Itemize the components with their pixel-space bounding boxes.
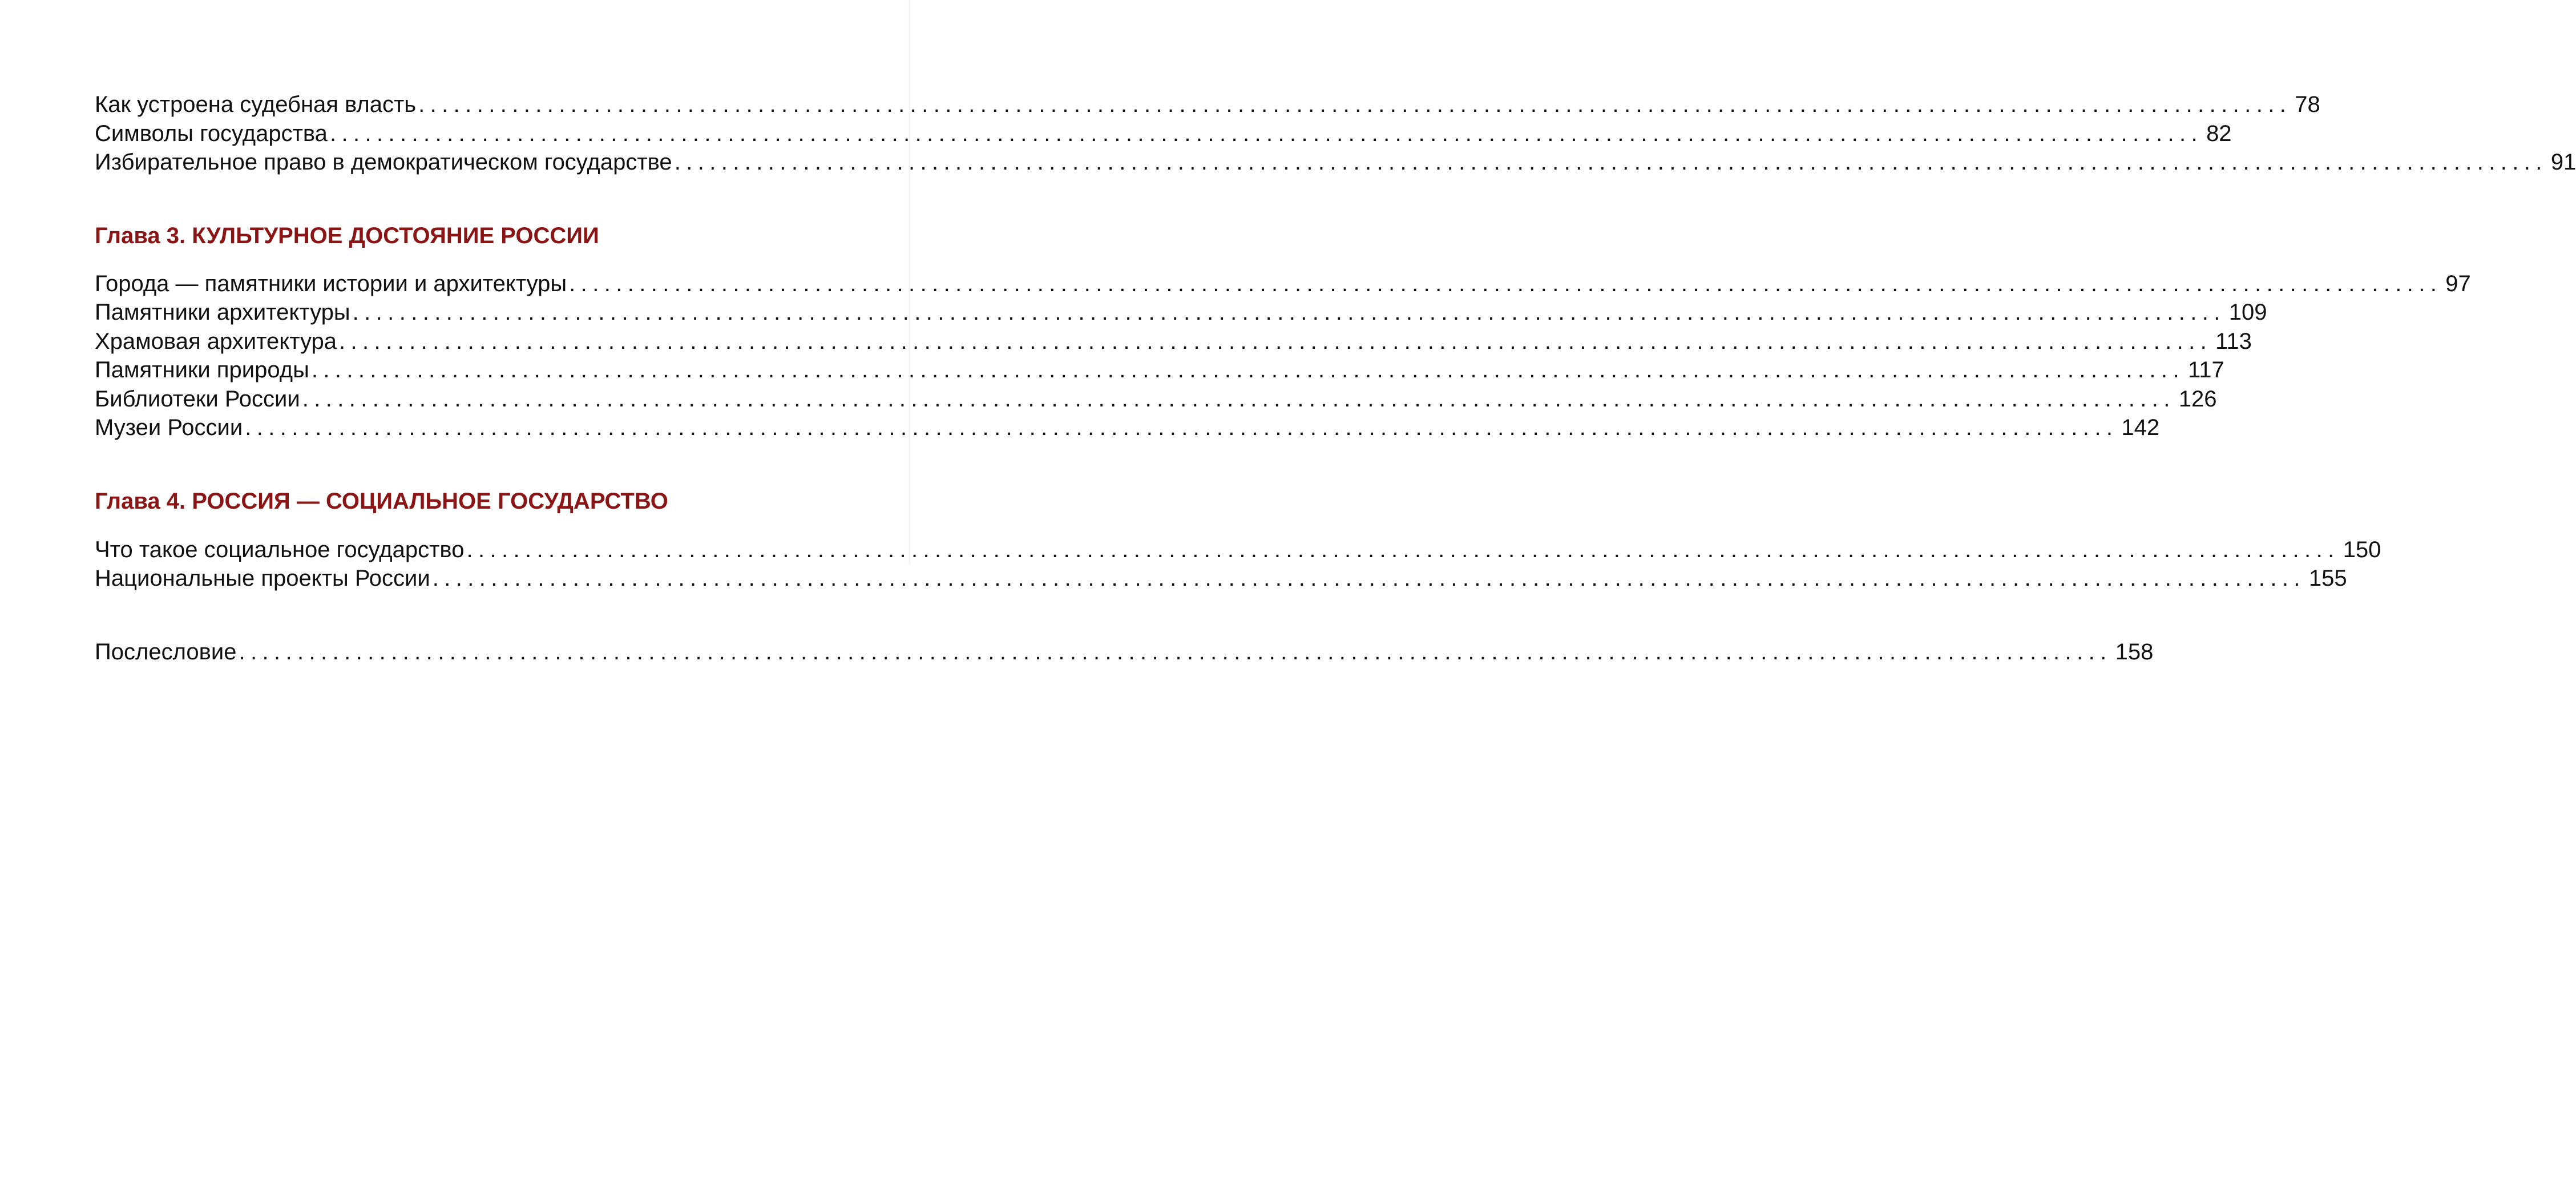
- toc-entry-page: 158: [2115, 639, 2154, 664]
- toc-entry-title: Библиотеки России: [95, 386, 300, 412]
- toc-leader-dots: ................................................................................................................................................................: [418, 92, 2292, 117]
- toc-entry-page: 150: [2343, 537, 2381, 562]
- toc-entry-afterword[interactable]: [95, 638, 2154, 667]
- toc-leader-dots: ................................................................................................................................................................: [674, 150, 2547, 175]
- toc-leader-dots: ................................................................................................................................................................: [352, 300, 2226, 325]
- toc-entry-title: Города — памятники истории и архитектуры: [95, 271, 567, 296]
- toc-leader-dots: ................................................................................................................................................................: [329, 120, 2203, 146]
- toc-leader-dots: ................................................................................................................................................................: [432, 566, 2306, 591]
- toc-entry-title: Храмовая архитектура: [95, 328, 337, 354]
- toc-entry[interactable]: [95, 356, 2224, 385]
- toc-entry-page: 91: [2550, 150, 2576, 175]
- toc-leader-dots: ................................................................................................................................................................: [311, 357, 2185, 382]
- toc-entry[interactable]: [95, 148, 2576, 177]
- chapter-4-heading[interactable]: Глава 4. РОССИЯ — СОЦИАЛЬНОЕ ГОСУДАРСТВО: [95, 488, 668, 514]
- toc-entry-page: 113: [2215, 328, 2252, 354]
- toc-entry-title: Памятники архитектуры: [95, 300, 350, 325]
- toc-leader-dots: ................................................................................................................................................................: [302, 386, 2175, 412]
- toc-leader-dots: ................................................................................................................................................................: [339, 328, 2212, 354]
- toc-leader-dots: ................................................................................................................................................................: [569, 271, 2442, 296]
- toc-entry[interactable]: [95, 535, 2381, 565]
- toc-entry-page: 97: [2445, 271, 2471, 296]
- toc-entry-title: Памятники природы: [95, 357, 309, 382]
- toc-entry-title: Как устроена судебная власть: [95, 92, 417, 117]
- toc-entry[interactable]: [95, 327, 2252, 356]
- toc-entry[interactable]: [95, 119, 2232, 148]
- toc-leader-dots: ................................................................................................................................................................: [466, 537, 2340, 562]
- toc-entry-page: 126: [2178, 386, 2217, 412]
- toc-entry[interactable]: [95, 269, 2471, 299]
- toc-entry-page: 117: [2187, 357, 2224, 382]
- toc-group-chapter-3: [95, 269, 2471, 442]
- toc-entry-title: Символы государства: [95, 120, 328, 146]
- toc-entry-title: Музеи России: [95, 415, 243, 440]
- toc-entry-title: Что такое социальное государство: [95, 537, 465, 562]
- toc-group-chapter-4: [95, 535, 2381, 593]
- toc-entry-title: Послесловие: [95, 639, 237, 664]
- toc-entry[interactable]: [95, 298, 2267, 327]
- toc-entry-page: 78: [2295, 92, 2320, 117]
- chapter-3-heading[interactable]: Глава 3. КУЛЬТУРНОЕ ДОСТОЯНИЕ РОССИИ: [95, 223, 599, 248]
- toc-entry-page: 82: [2206, 120, 2232, 146]
- table-of-contents: [95, 90, 2576, 666]
- toc-leader-dots: ................................................................................................................................................................: [245, 415, 2118, 440]
- toc-entry[interactable]: [95, 413, 2160, 442]
- toc-entry[interactable]: [95, 90, 2320, 119]
- toc-entry-page: 155: [2308, 566, 2347, 591]
- toc-entry-page: 109: [2228, 300, 2267, 325]
- toc-entry[interactable]: [95, 564, 2347, 593]
- toc-group-afterword: [95, 638, 2154, 667]
- toc-entry-page: 142: [2121, 415, 2160, 440]
- toc-leader-dots: ................................................................................................................................................................: [239, 639, 2112, 664]
- toc-group-chapter-2-tail: [95, 90, 2576, 177]
- toc-entry[interactable]: [95, 385, 2217, 414]
- toc-entry-title: Избирательное право в демократическом государстве: [95, 150, 672, 175]
- toc-entry-title: Национальные проекты России: [95, 566, 430, 591]
